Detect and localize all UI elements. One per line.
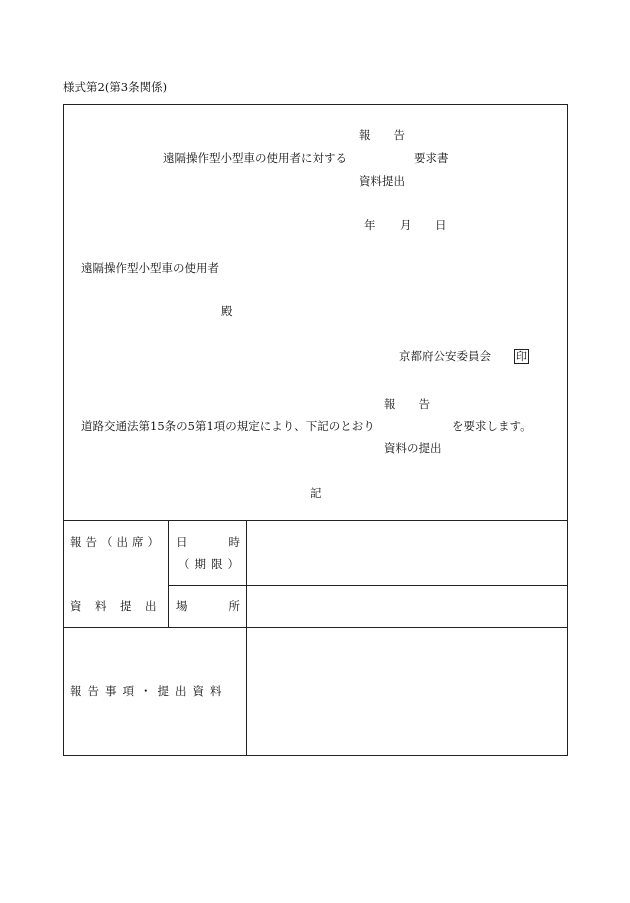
title-subject: 遠隔操作型小型車の使用者に対する <box>163 151 347 165</box>
addressee-honorific: 殿 <box>221 304 233 318</box>
body-sentence-before: 道路交通法第15条の5第1項の規定により、下記のとおり <box>81 419 375 433</box>
date-month: 月 <box>400 218 412 232</box>
addressee-name: 遠隔操作型小型車の使用者 <box>81 261 219 275</box>
seal-stamp: 印 <box>516 350 527 363</box>
ki-label: 記 <box>310 486 322 500</box>
title-option-materials: 資料提出 <box>359 174 405 188</box>
title-option-report: 報 告 <box>359 128 405 142</box>
items-value-field[interactable] <box>247 628 567 755</box>
title-request-doc: 要求書 <box>414 151 449 165</box>
table-col1-divider <box>168 520 169 627</box>
row2-label: 資 料 提 出 <box>70 599 158 613</box>
place-value-field[interactable] <box>247 586 567 627</box>
date-day: 日 <box>435 218 447 232</box>
form-label: 様式第2(第3条関係) <box>63 80 168 94</box>
place-label: 場 所 <box>176 599 246 613</box>
datetime-value-field[interactable] <box>247 521 567 585</box>
body-option-materials: 資料の提出 <box>384 441 442 455</box>
datetime-label: 日 時 <box>176 535 246 549</box>
deadline-label: （期限） <box>178 557 244 571</box>
row1-label: 報告（出席） <box>70 535 163 549</box>
body-option-report: 報 告 <box>384 397 430 411</box>
items-label: 報告事項・提出資料 <box>70 684 228 698</box>
issuer-name: 京都府公安委員会 <box>399 349 491 363</box>
body-sentence-after: を要求します。 <box>452 419 532 433</box>
date-year: 年 <box>364 218 376 232</box>
